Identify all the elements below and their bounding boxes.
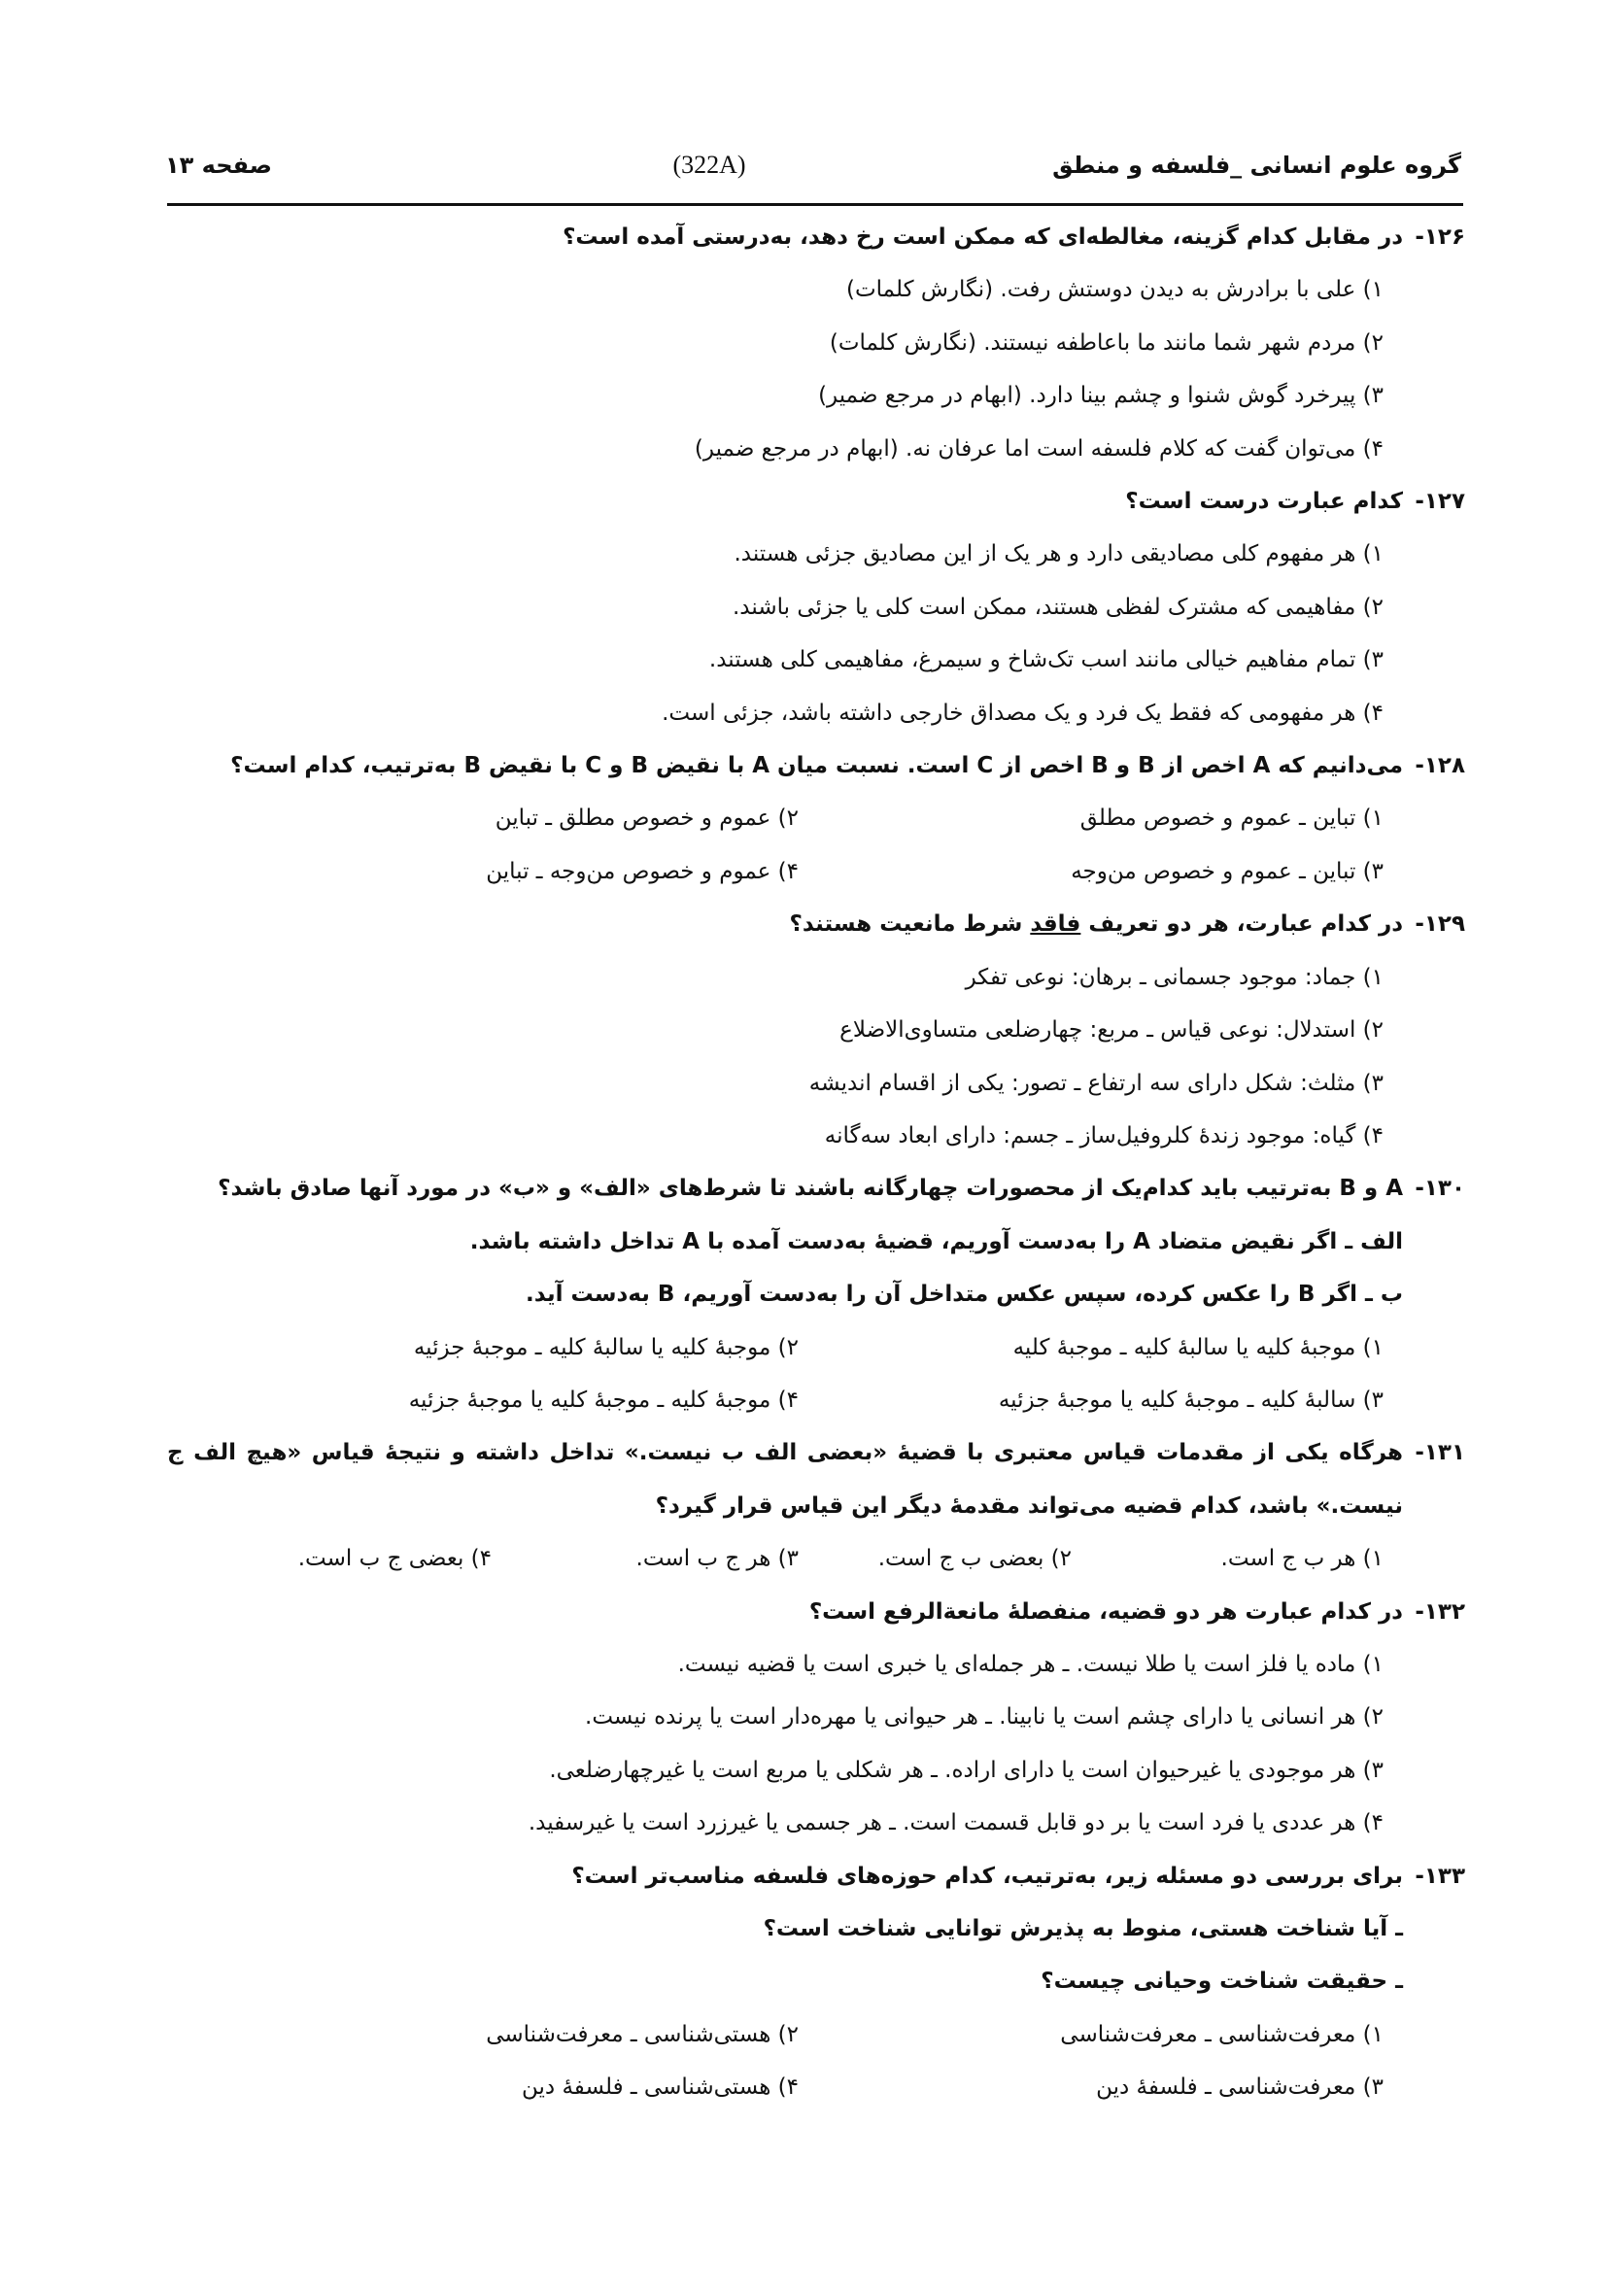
question-stem: در مقابل کدام گزینه، مغالطه‌ای که ممکن است رخ دهد، به‌درستی آمده است؟ — [563, 224, 1403, 250]
option-1: ۱) علی با برادرش به دیدن دوستش رفت. (نگارش کلمات) — [846, 277, 1384, 303]
option-1: ۱) ماده یا فلز است یا طلا نیست. ـ هر جمله‌ای یا خبری است یا قضیه نیست. — [677, 1651, 1384, 1677]
header-subject: گروه علوم انسانی _فلسفه و منطق — [1052, 152, 1461, 179]
question-126 — [167, 211, 1465, 475]
question-stem-line — [167, 1426, 1465, 1532]
option-4: ۴) هر مفهومی که فقط یک فرد و یک مصداق خارجی داشته باشد، جزئی است. — [662, 700, 1384, 726]
question-stem-line — [167, 1850, 1465, 1902]
question-stem: A و B به‌ترتیب باید کدام‌یک از محصورات چهارگانه باشند تا شرط‌های «الف» و «ب» در مورد آنها صادق باشد؟ — [218, 1176, 1403, 1202]
question-stem-line — [167, 475, 1465, 528]
header-booklet-code: (322A) — [672, 151, 746, 179]
question-stem: برای بررسی دو مسئله زیر، به‌ترتیب، کدام حوزه‌های فلسفه مناسب‌تر است؟ — [571, 1863, 1403, 1889]
option-2: ۲) موجبهٔ کلیه یا سالبهٔ کلیه ـ موجبهٔ جزئیه — [413, 1334, 799, 1360]
question-stem-line — [167, 898, 1465, 950]
question-stem-line — [167, 211, 1465, 263]
option-4: ۴) موجبهٔ کلیه ـ موجبهٔ کلیه یا موجبهٔ جزئیه — [408, 1387, 799, 1413]
question-stem-line — [167, 1162, 1465, 1215]
option-2: ۲) مردم شهر شما مانند ما باعاطفه نیستند. (نگارش کلمات) — [829, 329, 1384, 356]
sub-question-2: ـ حقیقت شناخت وحیانی چیست؟ — [1041, 1969, 1403, 1995]
options-row — [167, 1374, 1465, 1426]
underlined-word: فاقد — [1030, 911, 1081, 938]
option-3: ۳) مثلث: شکل دارای سه ارتفاع ـ تصور: یکی از اقسام اندیشه — [808, 1070, 1384, 1096]
option-4: ۴) هر عددی یا فرد است یا بر دو قابل قسمت است. ـ هر جسمی یا غیرزرد است یا غیرسفید. — [528, 1810, 1384, 1836]
options-row — [167, 2008, 1465, 2061]
question-127 — [167, 475, 1465, 739]
option-2: ۲) هستی‌شناسی ـ معرفت‌شناسی — [486, 2021, 799, 2047]
question-number: ۱۳۱- — [1415, 1440, 1465, 1466]
question-number: ۱۲۹- — [1415, 911, 1465, 938]
option-3: ۳) معرفت‌شناسی ـ فلسفهٔ دین — [1096, 2074, 1384, 2101]
option-1: ۱) هر مفهوم کلی مصادیقی دارد و هر یک از این مصادیق جزئی هستند. — [734, 541, 1384, 567]
sub-question-1: ـ آیا شناخت هستی، منوط به پذیرش توانایی شناخت است؟ — [763, 1916, 1403, 1941]
option-4: ۴) عموم و خصوص من‌وجه ـ تباین — [486, 858, 799, 884]
option-1: ۱) جماد: موجود جسمانی ـ برهان: نوعی تفکر — [965, 964, 1384, 990]
options-row — [167, 845, 1465, 898]
question-stem-line — [167, 1586, 1465, 1638]
question-number: ۱۳۳- — [1415, 1863, 1465, 1889]
option-4: ۴) می‌توان گفت که کلام فلسفه است اما عرفان نه. (ابهام در مرجع ضمیر) — [694, 435, 1384, 462]
question-stem: می‌دانیم که A اخص از B و B اخص از C است. نسبت میان A با نقیض B و C با نقیض B به‌ترتیب، کدام است؟ — [230, 753, 1403, 779]
option-3: ۳) هر موجودی یا غیرحیوان است یا دارای اراده. ـ هر شکلی یا مربع است یا غیرچهارضلعی. — [549, 1757, 1384, 1783]
question-stem-part: شرط مانعیت هستند؟ — [789, 911, 1031, 938]
option-1: ۱) معرفت‌شناسی ـ معرفت‌شناسی — [1060, 2021, 1384, 2047]
option-2: ۲) بعضی ب ج است. — [877, 1546, 1072, 1572]
question-128 — [167, 739, 1465, 898]
question-stem: کدام عبارت درست است؟ — [1125, 489, 1403, 515]
option-3: ۳) پیرخرد گوش شنوا و چشم بینا دارد. (ابهام در مرجع ضمیر) — [818, 383, 1384, 409]
option-4: ۴) بعضی ج ب است. — [297, 1546, 492, 1572]
option-3: ۳) هر ج ب است. — [635, 1546, 799, 1572]
questions-list — [167, 211, 1465, 2114]
question-number: ۱۳۲- — [1415, 1598, 1465, 1625]
question-number: ۱۲۸- — [1415, 753, 1465, 779]
condition-be: ب ـ اگر B را عکس کرده، سپس عکس متداخل آن را به‌دست آوریم، B به‌دست آید. — [526, 1282, 1403, 1308]
options-row — [167, 1532, 1465, 1585]
header-divider — [167, 203, 1463, 206]
option-2: ۲) هر انسانی یا دارای چشم است یا نابینا. ـ هر حیوانی یا مهره‌دار است یا پرنده نیست. — [585, 1704, 1384, 1731]
question-stem-part: در کدام عبارت، هر دو تعریف — [1080, 911, 1403, 938]
question-132 — [167, 1586, 1465, 1850]
question-stem-line — [167, 739, 1465, 792]
option-2: ۲) عموم و خصوص مطلق ـ تباین — [495, 805, 799, 832]
option-3: ۳) سالبهٔ کلیه ـ موجبهٔ کلیه یا موجبهٔ جزئیه — [998, 1387, 1384, 1413]
option-3: ۳) تمام مفاهیم خیالی مانند اسب تک‌شاخ و سیمرغ، مفاهیمی کلی هستند. — [708, 647, 1384, 673]
option-3: ۳) تباین ـ عموم و خصوص من‌وجه — [1071, 858, 1384, 884]
option-4: ۴) گیاه: موجود زندهٔ کلروفیل‌ساز ـ جسم: دارای ابعاد سه‌گانه — [824, 1122, 1384, 1148]
question-number: ۱۳۰- — [1415, 1176, 1465, 1202]
question-stem: در کدام عبارت هر دو قضیه، منفصلهٔ مانعةالرفع است؟ — [808, 1598, 1403, 1625]
option-4: ۴) هستی‌شناسی ـ فلسفهٔ دین — [522, 2074, 799, 2101]
option-1: ۱) تباین ـ عموم و خصوص مطلق — [1079, 805, 1384, 832]
question-130 — [167, 1162, 1465, 1426]
question-129 — [167, 898, 1465, 1162]
question-stem — [790, 911, 1404, 937]
option-2: ۲) مفاهیمی که مشترک لفظی هستند، ممکن است کلی یا جزئی باشند. — [733, 594, 1384, 620]
question-number: ۱۲۷- — [1415, 489, 1465, 515]
question-131 — [167, 1426, 1465, 1585]
condition-alef: الف ـ اگر نقیض متضاد A را به‌دست آوریم، قضیهٔ به‌دست آمده با A تداخل داشته باشد. — [469, 1228, 1403, 1254]
options-row — [167, 792, 1465, 844]
option-1: ۱) هر ب ج است. — [1220, 1546, 1384, 1572]
header-page-number: صفحه ۱۳ — [165, 152, 272, 179]
option-1: ۱) موجبهٔ کلیه یا سالبهٔ کلیه ـ موجبهٔ کلیه — [1012, 1334, 1384, 1360]
question-133 — [167, 1850, 1465, 2114]
options-row — [167, 1321, 1465, 1374]
question-number: ۱۲۶- — [1415, 224, 1465, 250]
option-2: ۲) استدلال: نوعی قیاس ـ مربع: چهارضلعی متساوی‌الاضلاع — [839, 1017, 1384, 1044]
options-row — [167, 2061, 1465, 2113]
question-stem: هرگاه یکی از مقدمات قیاس معتبری با قضیهٔ «بعضی الف ب نیست.» تداخل داشته و نتیجهٔ قیاس «هیچ الف ج نیست.» باشد، کدام قضیه می‌تواند مقدمهٔ دیگر این قیاس قرار گیرد؟ — [167, 1440, 1403, 1519]
